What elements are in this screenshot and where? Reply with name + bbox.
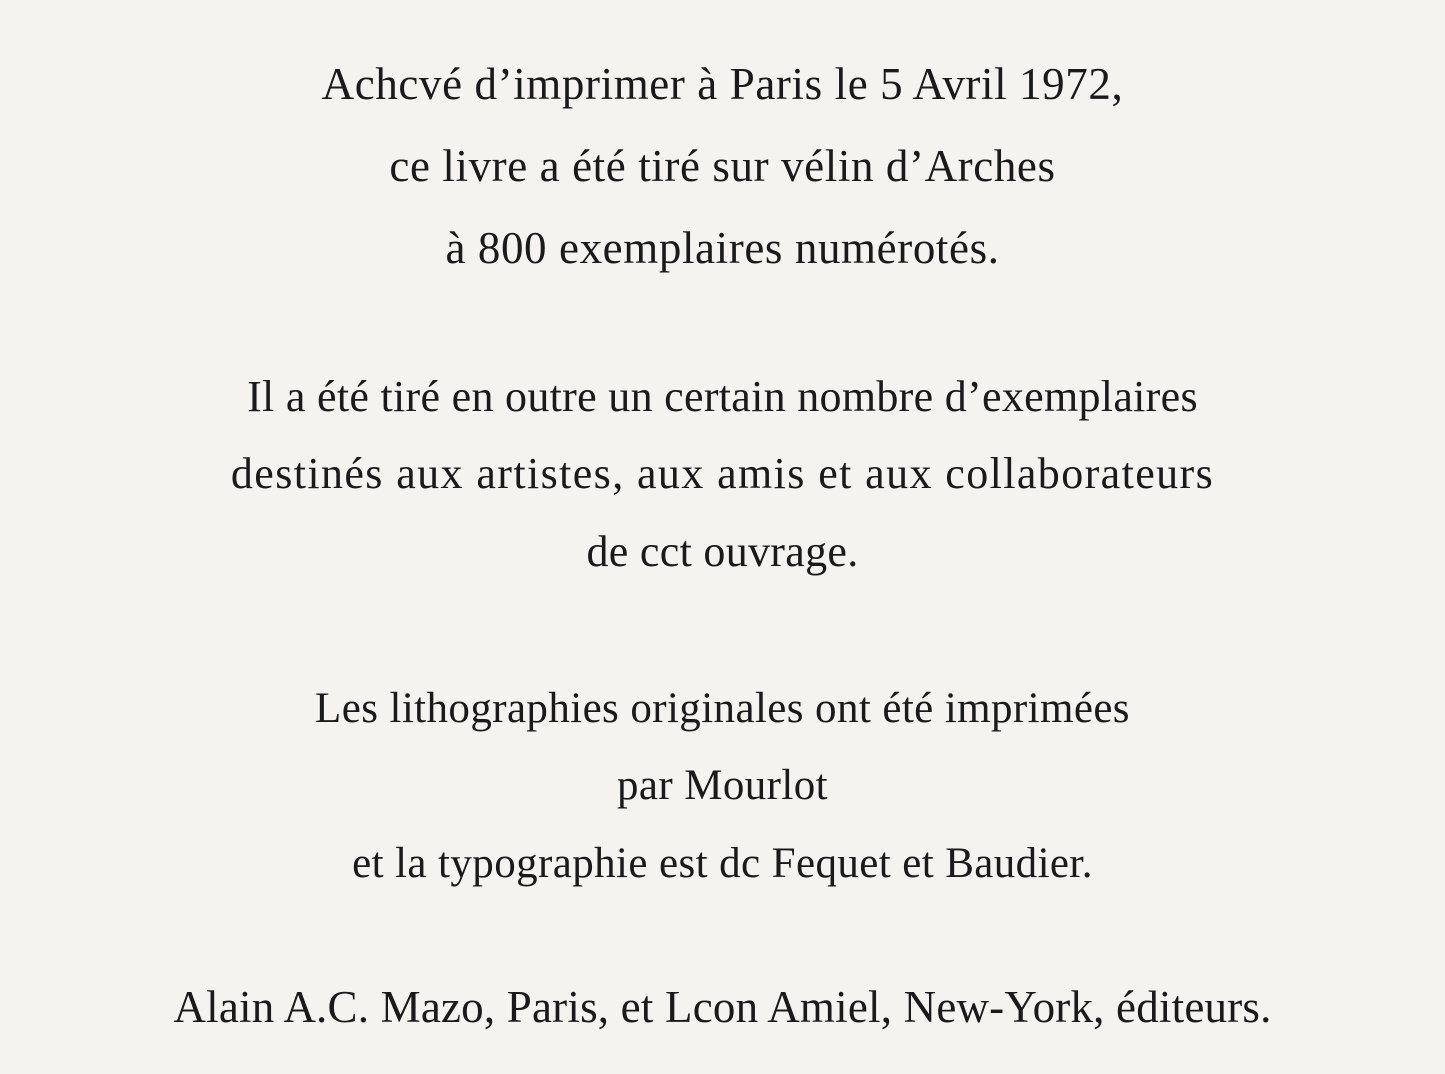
printing-statement-line-2: ce livre a été tiré sur vélin d’Arches [389,140,1056,191]
printers-line-1: Les lithographies originales ont été imprimées [315,684,1130,732]
printers-statement-block [60,670,1385,902]
extra-copies-line-3: de cct ouvrage. [586,526,859,576]
publishers-line-1: Alain A.C. Mazo, Paris, et Lcon Amiel, New-York, éditeurs. [173,982,1272,1033]
extra-copies-line-1: Il a été tiré en outre un certain nombre d’exemplaires [247,371,1198,421]
printers-line-2: par Mourlot [616,762,828,810]
printers-line-3: et la typographie est dc Fequet et Baudier. [352,839,1093,887]
extra-copies-line-2: destinés aux artistes, aux amis et aux collaborateurs [230,449,1215,499]
printing-statement-line-3: à 800 exemplaires numérotés. [445,222,1000,273]
extra-copies-statement-block [60,358,1385,590]
publishers-statement-block [60,974,1385,1042]
printing-statement-block [60,44,1385,290]
printing-statement-line-1: Achcvé d’imprimer à Paris le 5 Avril 1972, [321,59,1124,109]
